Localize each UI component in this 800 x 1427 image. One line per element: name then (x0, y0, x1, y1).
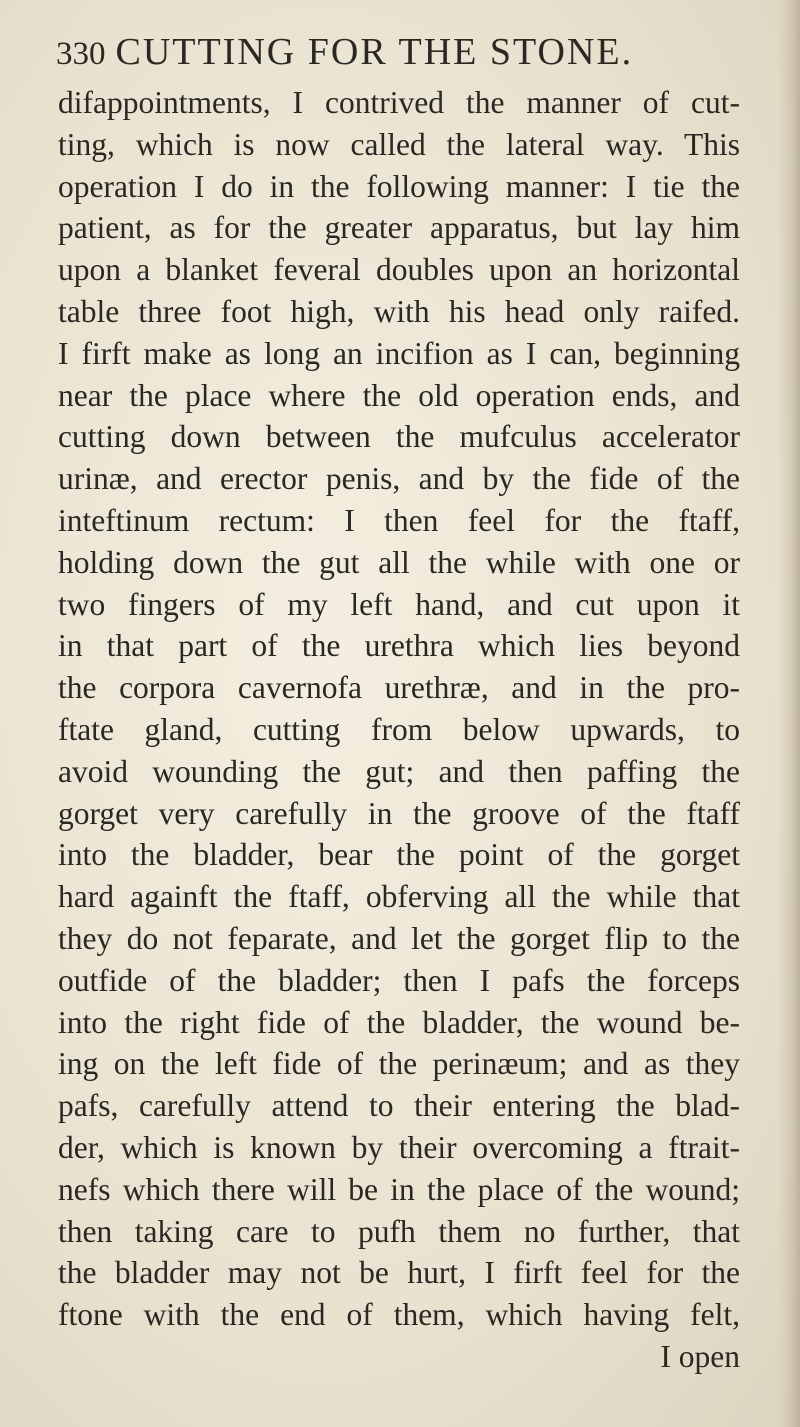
text-line: outfide of the bladder; then I pafs the forceps (58, 962, 740, 998)
text-line: ftate gland, cutting from below upwards, to (58, 711, 740, 747)
text-line: the corpora cavernofa urethræ, and in the pro- (58, 670, 740, 706)
text-line: the bladder may not be hurt, I firft feel for the (58, 1255, 740, 1291)
text-line: gorget very carefully in the groove of the ftaff (58, 795, 740, 831)
text-line: in that part of the urethra which lies beyond (58, 628, 740, 664)
text-line: hard againft the ftaff, obferving all the while that (58, 879, 740, 915)
running-head: CUTTING FOR THE STONE. (115, 31, 634, 73)
text-line: they do not feparate, and let the gorget flip to the (58, 920, 740, 956)
text-line: ftone with the end of them, which having felt, (58, 1297, 740, 1333)
text-line: urinæ, and erector penis, and by the fide of the (58, 461, 740, 497)
text-line: into the right fide of the bladder, the wound be- (58, 1004, 740, 1040)
text-line: ting, which is now called the lateral way. This (58, 126, 740, 162)
text-line: holding down the gut all the while with one or (58, 544, 740, 580)
catchword: I open (660, 1338, 740, 1374)
page-number: 330 (56, 36, 106, 72)
text-line: operation I do in the following manner: I tie the (58, 168, 740, 204)
body-text (58, 82, 740, 1378)
text-line: upon a blanket feveral doubles upon an horizontal (58, 252, 740, 288)
page-edge-shadow (778, 0, 800, 1427)
text-line: nefs which there will be in the place of the wound; (58, 1171, 740, 1207)
text-line: difappointments, I contrived the manner of cut- (58, 85, 740, 120)
text-line: avoid wounding the gut; and then paffing the (58, 753, 740, 789)
text-line: I firft make as long an incifion as I can, beginning (58, 335, 740, 371)
text-line: cutting down between the mufculus accelerator (58, 419, 740, 455)
text-line: der, which is known by their overcoming a ftrait- (58, 1129, 740, 1165)
text-line: inteftinum rectum: I then feel for the ftaff, (58, 502, 740, 538)
text-line: patient, as for the greater apparatus, but lay him (58, 210, 740, 246)
text-line: table three foot high, with his head only raifed. (58, 293, 740, 329)
text-line: two fingers of my left hand, and cut upon it (58, 586, 740, 622)
text-line: then taking care to pufh them no further, that (58, 1213, 740, 1249)
text-line: into the bladder, bear the point of the gorget (58, 837, 740, 873)
text-line: ing on the left fide of the perinæum; and as they (58, 1046, 740, 1082)
text-line: near the place where the old operation ends, and (58, 377, 740, 413)
text-line: pafs, carefully attend to their entering the blad- (58, 1088, 740, 1124)
